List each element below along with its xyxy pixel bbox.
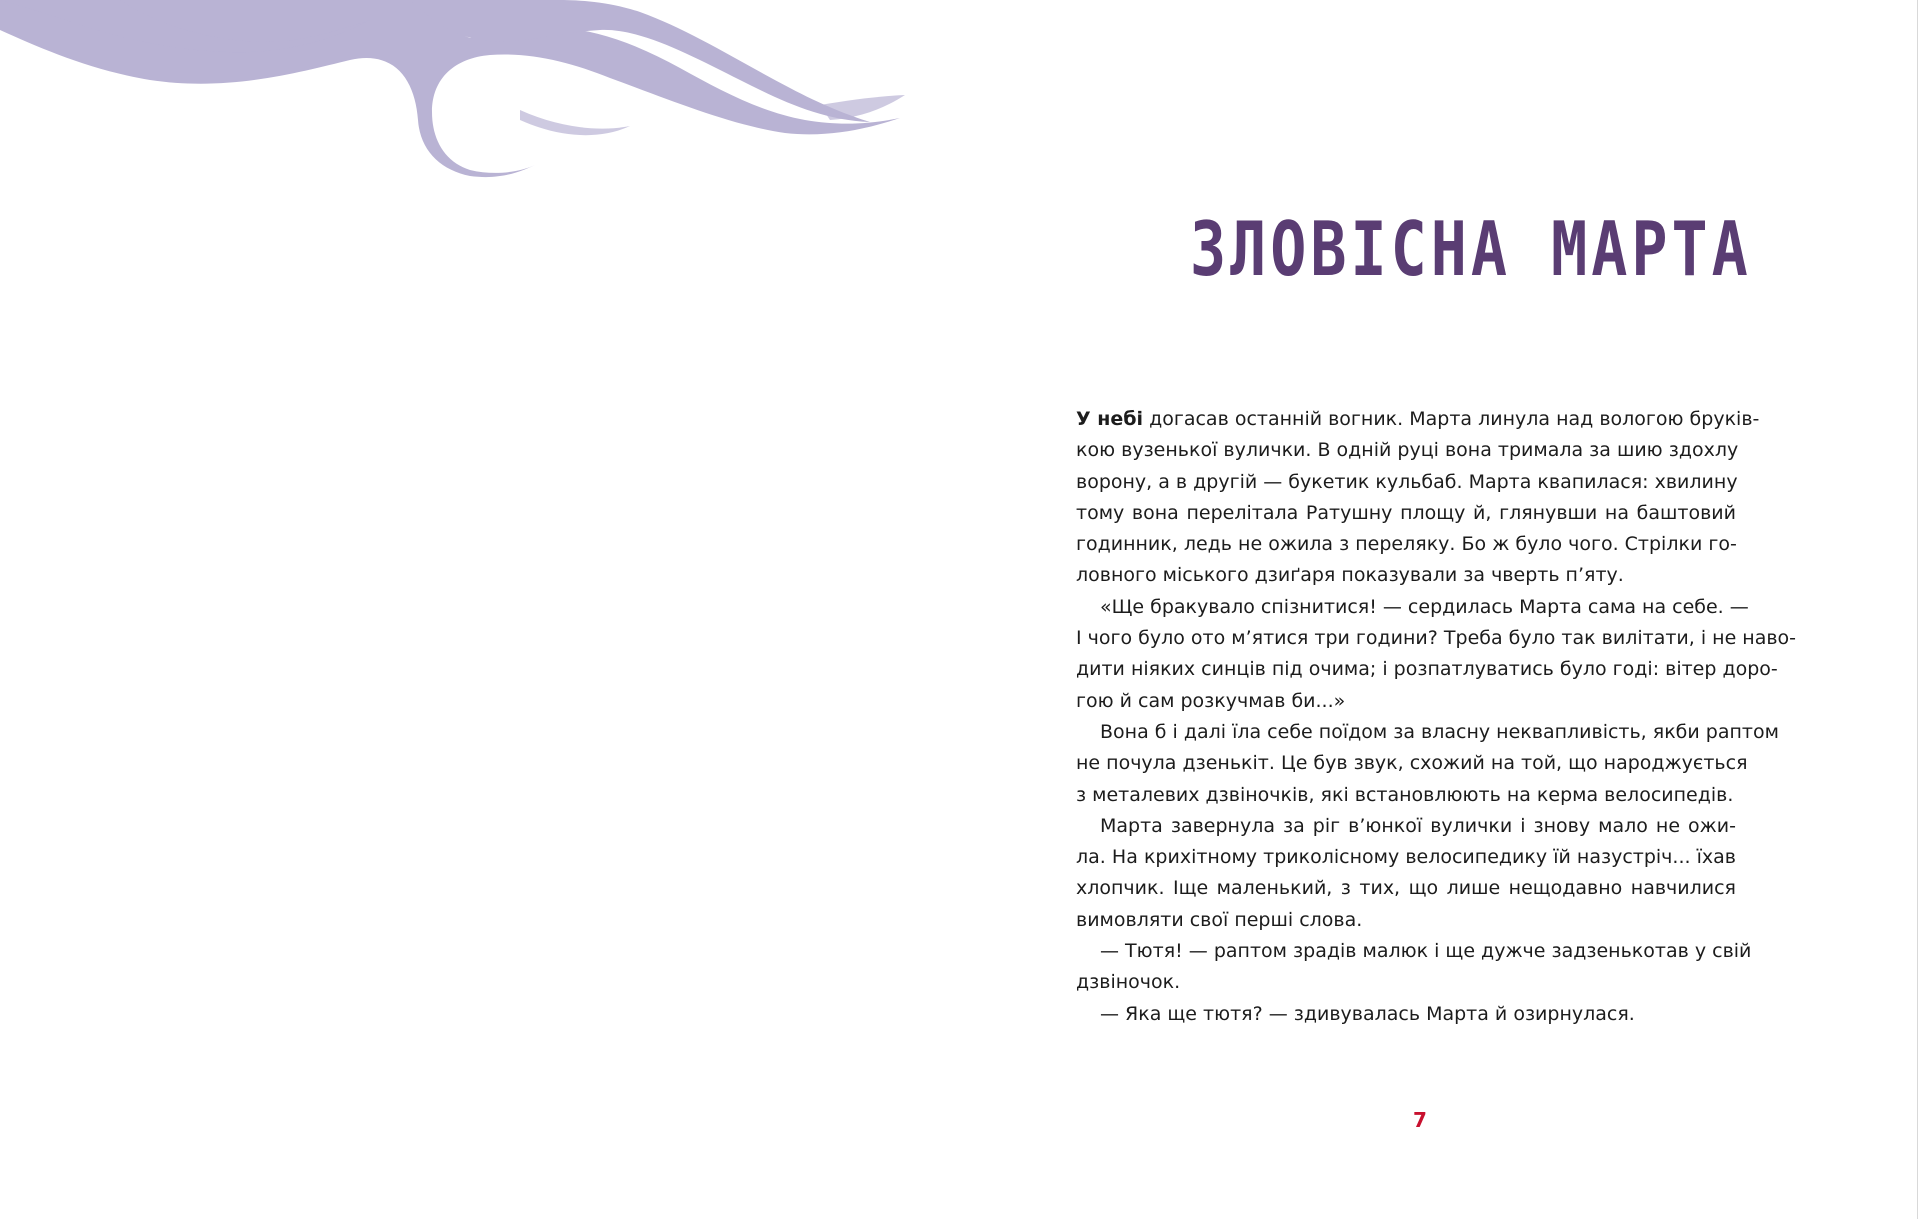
text-line: — Тютя! — раптом зрадів малюк і ще дужче задзенькотав у свій: [1100, 940, 1752, 963]
text-line: дити ніяких синців під очима; і розпатлуватись було годі: вітер доро-: [1076, 658, 1778, 681]
chapter-body-text: [1076, 404, 1797, 1030]
text-line: з металевих дзвіночків, які встановлюють на керма велосипедів.: [1076, 783, 1734, 806]
text-line: Вона б і далі їла себе поїдом за власну неквапливість, якби раптом: [1100, 720, 1779, 743]
text-line: І чого було ото м’ятися три години? Треба було так вилітати, і не наво-: [1076, 627, 1797, 650]
lead-words: У небі: [1076, 408, 1144, 430]
text-line: тому вона перелітала Ратушну площу й, глянувши на баштовий: [1076, 501, 1736, 524]
page-edge-line: [1917, 0, 1918, 1219]
text-line: хлопчик. Іще маленький, з тих, що лише нещодавно навчилися: [1076, 877, 1736, 900]
text-line: гою й сам розкучмав би...»: [1076, 689, 1346, 712]
text-line: дзвіночок.: [1076, 971, 1181, 994]
right-page: [960, 0, 1918, 1219]
page-number: 7: [1413, 1108, 1427, 1132]
text-line: Марта завернула за ріг в’юнкої вулички і знову мало не ожи-: [1100, 814, 1736, 837]
chapter-title: ЗЛОВІСНА МАРТА: [1190, 206, 1752, 294]
text-line: — Яка ще тютя? — здивувалась Марта й озирнулася.: [1100, 1002, 1635, 1025]
text-line: ворону, а в другій — букетик кульбаб. Марта квапилася: хвилину: [1076, 470, 1738, 493]
text-line: кою вузенької вулички. В одній руці вона тримала за шию здохлу: [1076, 439, 1739, 462]
text-line: У небі догасав останній вогник. Марта линула над вологою бруків-: [1076, 408, 1760, 430]
text-line: ловного міського дзиґаря показували за чверть п’яту.: [1076, 564, 1624, 587]
purple-swirl-illustration: [0, 0, 920, 200]
text-line: вимовляти свої перші слова.: [1076, 908, 1363, 931]
text-line: не почула дзенькіт. Це був звук, схожий на той, що народжується: [1076, 752, 1748, 775]
text-line: годинник, ледь не ожила з переляку. Бо ж було чого. Стрілки го-: [1076, 533, 1737, 556]
text-line: ла. На крихітному триколісному велосипедику їй назустріч... їхав: [1076, 846, 1736, 869]
text-line: «Ще бракувало спізнитися! — сердилась Марта сама на себе. —: [1100, 595, 1749, 618]
